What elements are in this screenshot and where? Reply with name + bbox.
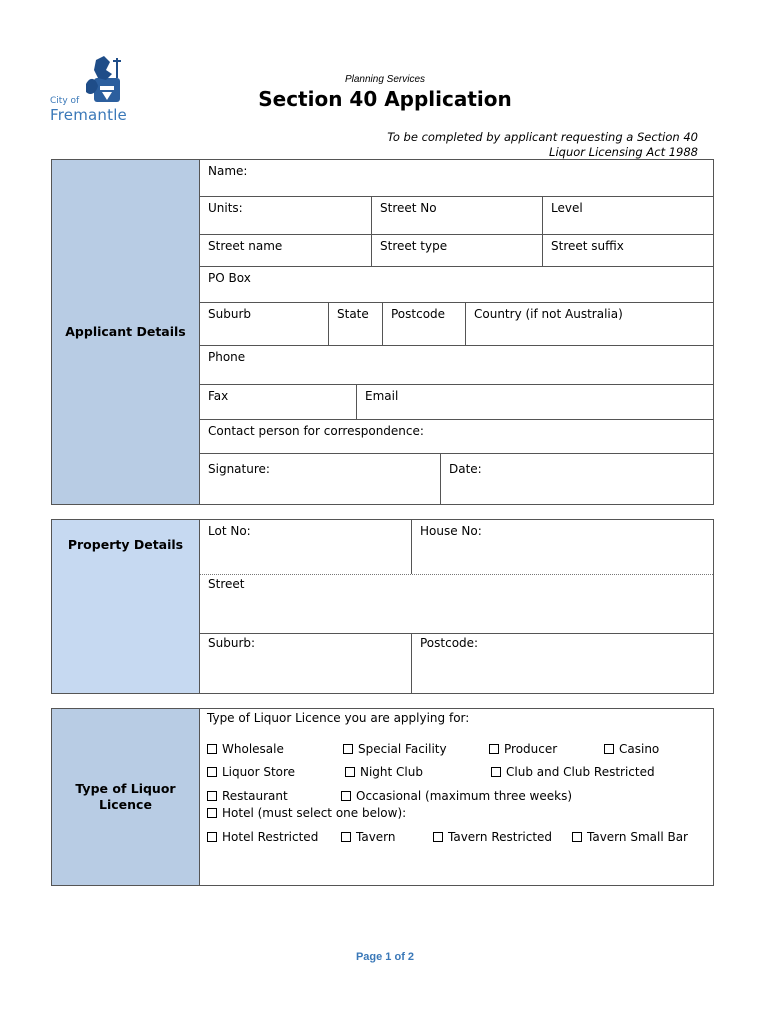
applicant-details-heading: Applicant Details [52,160,200,504]
liquor-licence-heading-line-1: Type of Liquor [75,781,176,796]
postcode-field[interactable]: Postcode [391,307,446,321]
lot-row [200,520,713,575]
checkbox-icon[interactable] [207,767,217,777]
checkbox-icon[interactable] [341,791,351,801]
planning-services-label: Planning Services [344,74,426,85]
checkbox-icon[interactable] [207,791,217,801]
checkbox-icon[interactable] [341,832,351,842]
street-row [200,575,713,634]
date-field[interactable]: Date: [449,462,482,476]
liquor-licence-section [51,708,714,886]
po-box-field[interactable]: PO Box [208,271,251,285]
suburb-field[interactable]: Suburb [208,307,251,321]
units-row [200,197,713,235]
tavern-checkbox[interactable]: Tavern [341,830,396,844]
page-title: Section 40 Application [258,87,512,111]
hotel-checkbox[interactable]: Hotel (must select one below): [207,806,406,820]
liquor-store-checkbox[interactable]: Liquor Store [207,765,295,779]
street-type-field[interactable]: Street type [380,239,448,253]
completion-note-line-1: To be completed by applicant requesting a Section 40 [387,130,698,144]
suburb-row [200,303,713,346]
street-name-row [200,235,713,267]
contact-person-field[interactable]: Contact person for correspondence: [208,424,424,438]
email-field[interactable]: Email [365,389,399,403]
producer-checkbox[interactable]: Producer [489,742,557,756]
logo-name-text: Fremantle [50,106,127,124]
liquor-licence-heading [52,709,200,885]
licence-prompt: Type of Liquor Licence you are applying for: [207,711,470,725]
property-street-field[interactable]: Street [208,577,245,591]
property-suburb-row [200,634,713,693]
fax-field[interactable]: Fax [208,389,229,403]
signature-row [200,454,713,504]
units-field[interactable]: Units: [208,201,243,215]
completion-note-line-2: Liquor Licensing Act 1988 [549,145,698,159]
street-suffix-field[interactable]: Street suffix [551,239,624,253]
state-field[interactable]: State [337,307,369,321]
property-details-heading: Property Details [52,520,200,693]
completion-note [387,130,698,160]
liquor-licence-heading-line-2: Licence [99,797,152,812]
checkbox-icon[interactable] [604,744,614,754]
name-row [200,160,713,197]
property-suburb-field[interactable]: Suburb: [208,636,256,650]
property-postcode-field[interactable]: Postcode: [420,636,479,650]
logo-city-text: City of [50,96,80,106]
hotel-restricted-checkbox[interactable]: Hotel Restricted [207,830,318,844]
country-field[interactable]: Country (if not Australia) [474,307,623,321]
checkbox-icon[interactable] [345,767,355,777]
licence-options [200,709,713,885]
special-facility-checkbox[interactable]: Special Facility [343,742,447,756]
applicant-details-section [51,159,714,505]
casino-checkbox[interactable]: Casino [604,742,659,756]
name-field[interactable]: Name: [208,164,248,178]
signature-field[interactable]: Signature: [208,462,270,476]
lot-no-field[interactable]: Lot No: [208,524,251,538]
checkbox-icon[interactable] [343,744,353,754]
checkbox-icon[interactable] [207,744,217,754]
checkbox-icon[interactable] [433,832,443,842]
phone-row [200,346,713,385]
tavern-restricted-checkbox[interactable]: Tavern Restricted [433,830,552,844]
checkbox-icon[interactable] [572,832,582,842]
checkbox-icon[interactable] [207,808,217,818]
occasional-checkbox[interactable]: Occasional (maximum three weeks) [341,789,572,803]
street-name-field[interactable]: Street name [208,239,283,253]
wholesale-checkbox[interactable]: Wholesale [207,742,284,756]
street-no-field[interactable]: Street No [380,201,437,215]
club-checkbox[interactable]: Club and Club Restricted [491,765,655,779]
tavern-small-bar-checkbox[interactable]: Tavern Small Bar [572,830,688,844]
checkbox-icon[interactable] [491,767,501,777]
night-club-checkbox[interactable]: Night Club [345,765,423,779]
checkbox-icon[interactable] [207,832,217,842]
level-field[interactable]: Level [551,201,583,215]
checkbox-icon[interactable] [489,744,499,754]
restaurant-checkbox[interactable]: Restaurant [207,789,288,803]
phone-field[interactable]: Phone [208,350,246,364]
house-no-field[interactable]: House No: [420,524,482,538]
po-box-row [200,267,713,303]
property-details-section [51,519,714,694]
contact-row [200,420,713,454]
fax-row [200,385,713,420]
page-number: Page 1 of 2 [355,951,415,963]
